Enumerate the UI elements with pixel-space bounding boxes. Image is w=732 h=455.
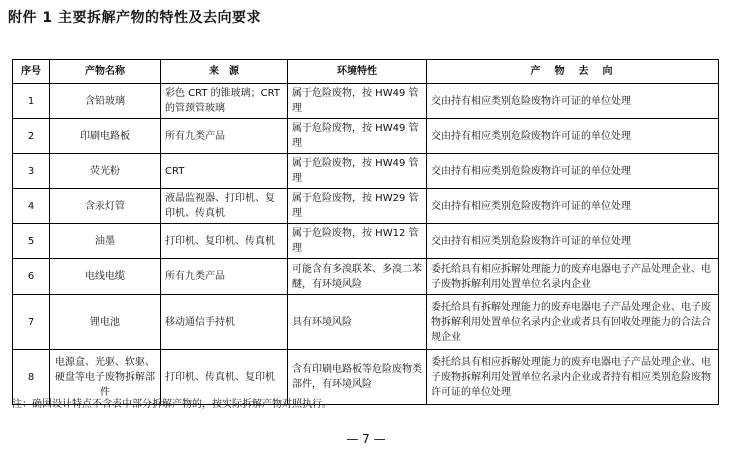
cell-source: 移动通信手持机 bbox=[161, 295, 288, 350]
cell-destination: 交由持有相应类别危险废物许可证的单位处理 bbox=[427, 189, 719, 224]
cell-name: 油墨 bbox=[50, 224, 161, 259]
cell-no: 5 bbox=[13, 224, 50, 259]
cell-env: 可能含有多溴联苯、多溴二苯醚，有环境风险 bbox=[288, 259, 427, 295]
cell-source: 液晶监视器、打印机、复印机、传真机 bbox=[161, 189, 288, 224]
table-row bbox=[13, 189, 719, 224]
cell-name: 含汞灯管 bbox=[50, 189, 161, 224]
product-table bbox=[12, 59, 719, 405]
cell-env: 具有环境风险 bbox=[288, 295, 427, 350]
page-number: — 7 — bbox=[346, 432, 386, 446]
cell-name: 荧光粉 bbox=[50, 154, 161, 189]
table-row bbox=[13, 224, 719, 259]
cell-destination: 委托给具有相应拆解处理能力的废弃电器电子产品处理企业、电子废物拆解利用处置单位名录内企业 bbox=[427, 259, 719, 295]
table-row bbox=[13, 119, 719, 154]
cell-no: 6 bbox=[13, 259, 50, 295]
cell-env: 含有印刷电路板等危险废物类部件，有环境风险 bbox=[288, 350, 427, 405]
cell-source: 所有九类产品 bbox=[161, 119, 288, 154]
cell-destination: 交由持有相应类别危险废物许可证的单位处理 bbox=[427, 224, 719, 259]
cell-env: 属于危险废物，按 HW49 管理 bbox=[288, 84, 427, 119]
cell-no: 1 bbox=[13, 84, 50, 119]
cell-env: 属于危险废物，按 HW12 管理 bbox=[288, 224, 427, 259]
cell-destination: 委托给具有相应拆解处理能力的废弃电器电子产品处理企业、电子废物拆解利用处置单位名录内企业或者持有相应类别危险废物许可证的单位处理 bbox=[427, 350, 719, 405]
table-row bbox=[13, 84, 719, 119]
header-destination: 产 物 去 向 bbox=[427, 60, 719, 84]
footnote: 注：确因设计特点不含表中部分拆解产物的，按实际拆解产物对照执行。 bbox=[12, 399, 332, 410]
table-header-row bbox=[13, 60, 719, 84]
cell-env: 属于危险废物，按 HW29 管理 bbox=[288, 189, 427, 224]
cell-no: 8 bbox=[13, 350, 50, 405]
cell-name: 锂电池 bbox=[50, 295, 161, 350]
cell-destination: 交由持有相应类别危险废物许可证的单位处理 bbox=[427, 84, 719, 119]
cell-name: 电线电缆 bbox=[50, 259, 161, 295]
cell-name: 含铅玻璃 bbox=[50, 84, 161, 119]
cell-env: 属于危险废物，按 HW49 管理 bbox=[288, 119, 427, 154]
cell-destination: 交由持有相应类别危险废物许可证的单位处理 bbox=[427, 119, 719, 154]
header-no: 序号 bbox=[13, 60, 50, 84]
cell-no: 2 bbox=[13, 119, 50, 154]
cell-source: 打印机、传真机、复印机 bbox=[161, 350, 288, 405]
cell-env: 属于危险废物，按 HW49 管理 bbox=[288, 154, 427, 189]
table-row bbox=[13, 295, 719, 350]
cell-name: 电源盒、光驱、软驱、硬盘等电子废物拆解部件 bbox=[50, 350, 161, 405]
cell-no: 3 bbox=[13, 154, 50, 189]
cell-destination: 委托给具有拆解处理能力的废弃电器电子产品处理企业、电子废物拆解利用处置单位名录内企业或者具有回收处理能力的合法合规企业 bbox=[427, 295, 719, 350]
cell-no: 7 bbox=[13, 295, 50, 350]
cell-source: CRT bbox=[161, 154, 288, 189]
header-env: 环境特性 bbox=[288, 60, 427, 84]
header-name: 产物名称 bbox=[50, 60, 161, 84]
table-row bbox=[13, 259, 719, 295]
cell-source: 彩色 CRT 的锥玻璃；CRT 的管颈管玻璃 bbox=[161, 84, 288, 119]
page-title: 附件 1 主要拆解产物的特性及去向要求 bbox=[8, 10, 261, 26]
table-row bbox=[13, 154, 719, 189]
header-source: 来 源 bbox=[161, 60, 288, 84]
cell-source: 所有九类产品 bbox=[161, 259, 288, 295]
cell-no: 4 bbox=[13, 189, 50, 224]
cell-source: 打印机、复印机、传真机 bbox=[161, 224, 288, 259]
cell-name: 印刷电路板 bbox=[50, 119, 161, 154]
cell-destination: 交由持有相应类别危险废物许可证的单位处理 bbox=[427, 154, 719, 189]
